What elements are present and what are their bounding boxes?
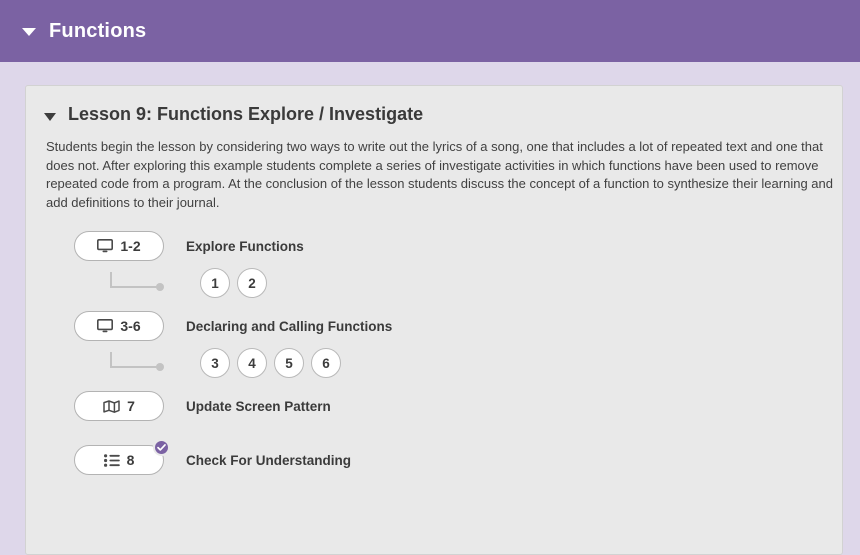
activity-name: Declaring and Calling Functions xyxy=(186,318,393,334)
level-pill-label: 8 xyxy=(126,452,135,468)
activity-name: Check For Understanding xyxy=(186,452,352,468)
activity-name: Explore Functions xyxy=(186,238,304,254)
level-pill-label: 1-2 xyxy=(120,238,141,254)
level-pill-7[interactable] xyxy=(74,391,164,421)
activity-row[interactable] xyxy=(74,231,842,261)
connector-line xyxy=(110,272,202,294)
level-pill-8[interactable] xyxy=(74,445,164,475)
level-bubble[interactable]: 1 xyxy=(200,268,230,298)
level-pill-label: 3-6 xyxy=(120,318,141,334)
lesson-header[interactable] xyxy=(26,86,842,125)
connector-line xyxy=(110,352,202,374)
check-circle-icon xyxy=(153,439,170,456)
activity-name: Update Screen Pattern xyxy=(186,398,331,414)
page-body xyxy=(0,62,860,555)
activity-bubbles xyxy=(74,261,842,305)
monitor-icon xyxy=(97,239,113,253)
level-bubble[interactable]: 3 xyxy=(200,348,230,378)
caret-down-icon[interactable] xyxy=(44,113,56,121)
page-title: Lesson 9: Functions Explore / Investigate xyxy=(68,104,424,124)
activity-list xyxy=(26,231,842,475)
level-bubble[interactable]: 6 xyxy=(311,348,341,378)
unit-title: Functions xyxy=(49,19,147,42)
activity-row[interactable] xyxy=(74,445,842,475)
level-pill-label: 7 xyxy=(127,398,135,414)
level-bubble[interactable]: 4 xyxy=(237,348,267,378)
level-pill-3-6[interactable] xyxy=(74,311,164,341)
list-icon xyxy=(104,454,120,467)
caret-down-icon[interactable] xyxy=(22,28,36,36)
monitor-icon xyxy=(97,319,113,333)
level-bubble[interactable]: 2 xyxy=(237,268,267,298)
lesson-card xyxy=(25,85,843,555)
level-bubble[interactable]: 5 xyxy=(274,348,304,378)
map-icon xyxy=(103,400,120,413)
activity-row[interactable] xyxy=(74,311,842,341)
activity-bubbles xyxy=(74,341,842,385)
activity-row[interactable] xyxy=(74,391,842,421)
unit-header[interactable] xyxy=(0,0,860,62)
lesson-description: Students begin the lesson by considering two ways to write out the lyrics of a song, one that includes a lot of repeated text and one that does not. After exploring this example students complete a series of investigate activities in which functions have been used to remove repeated code from a program. At the conclusion of the lesson students discuss the concept of a function to synthesize their learning and add definitions to their journal. xyxy=(46,139,833,210)
level-pill-1-2[interactable] xyxy=(74,231,164,261)
